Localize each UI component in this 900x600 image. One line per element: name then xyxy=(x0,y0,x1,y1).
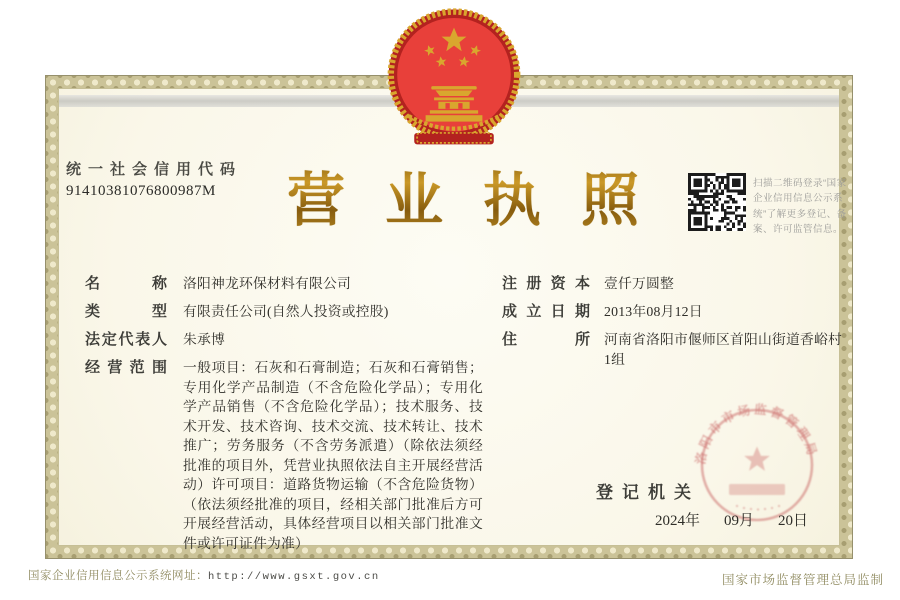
issue-date-year: 2024年 xyxy=(655,513,701,529)
field-value-name: 洛阳神龙环保材料有限公司 xyxy=(183,276,351,291)
credit-code-value: 91410381076800987M xyxy=(66,183,216,199)
issue-date xyxy=(655,509,808,530)
footer-public-system-label: 国家企业信用信息公示系统网址： xyxy=(28,570,208,582)
field-row-scope xyxy=(85,358,487,553)
field-value-legal-rep: 朱承博 xyxy=(183,332,225,347)
field-label-legal-rep: 法定代表人 xyxy=(85,331,167,348)
credit-code-block xyxy=(66,158,242,200)
seal-authority-text: 洛阳市市场监督管理局 xyxy=(693,402,820,466)
field-row-capital xyxy=(502,274,854,294)
issue-date-month: 09月 xyxy=(724,513,755,529)
document-title: 营业执照 xyxy=(287,153,679,237)
registrar-label: 登记机关 xyxy=(596,483,700,502)
qr-caption: 扫描二维码登录“国家企业信用信息公示系统”了解更多登记、备案、许可监管信息。 xyxy=(753,178,847,236)
national-emblem-icon xyxy=(383,8,525,150)
field-row-name xyxy=(85,274,487,294)
credit-code-label: 统一社会信用代码 xyxy=(66,161,243,178)
field-label-type: 类型 xyxy=(85,303,167,320)
issue-date-day: 20日 xyxy=(778,513,809,529)
fields-left xyxy=(85,274,487,561)
footer-public-system xyxy=(28,567,380,583)
field-value-est-date: 2013年08月12日 xyxy=(604,304,703,319)
field-row-address xyxy=(502,330,854,369)
field-value-scope: 一般项目：石灰和石膏制造；石灰和石膏销售；专用化学产品制造（不含危险化学品）；专用化学产品销售（不含危险化学品）；技术服务、技术开发、技术咨询、技术交流、技术转让、技术推广；劳务服务（不含劳务派遣）（除依法须经批准的项目外，凭营业执照依法自主开展经营活动）许可项目：道路货物运输（不含危险货物）（依法须经批准的项目，经相关部门批准后方可开展经营活动，具体经营项目以相关部门批准文件或许可证件为准） xyxy=(183,360,483,551)
field-label-address: 住所 xyxy=(502,331,590,348)
field-value-capital: 壹仟万圆整 xyxy=(604,276,674,291)
qr-code xyxy=(688,173,746,231)
footer-issuer: 国家市场监督管理总局监制 xyxy=(722,573,885,587)
field-row-legal-rep xyxy=(85,330,487,350)
field-row-est-date xyxy=(502,302,854,322)
field-label-capital: 注册资本 xyxy=(502,275,590,292)
field-value-type: 有限责任公司(自然人投资或控股) xyxy=(183,304,389,319)
field-label-est-date: 成立日期 xyxy=(502,303,590,320)
field-value-address: 河南省洛阳市偃师区首阳山街道香峪村1组 xyxy=(604,332,842,367)
footer-public-system-url: http://www.gsxt.gov.cn xyxy=(208,571,380,583)
field-label-name: 名称 xyxy=(85,275,167,292)
field-row-type xyxy=(85,302,487,322)
field-label-scope: 经营范围 xyxy=(85,359,167,376)
fields-right xyxy=(502,274,854,377)
